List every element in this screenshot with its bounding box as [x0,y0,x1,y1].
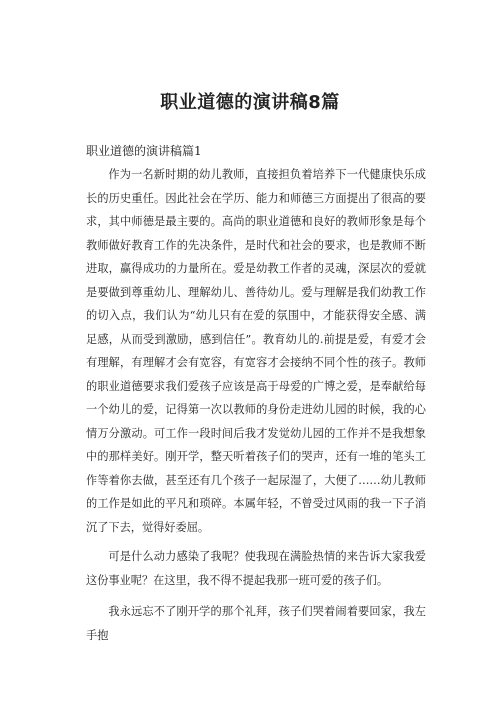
document-title: 职业道德的演讲稿8篇 [160,92,340,113]
section-heading: 职业道德的演讲稿篇1 [86,144,202,158]
paragraph-1: 作为一名新时期的幼儿教师，直接担负着培养下一代健康快乐成长的历史重任。因此社会在学历、能力和师德三方面提出了很高的要求，其中师德是最主要的。高尚的职业道德和良好的教师形象是每个教师做好教育工作的先决条件，是时代和社会的要求，也是教师不断进取，赢得成功的力量所在。爱是幼教工作者的灵魂，深层次的爱就是要做到尊重幼儿、理解幼儿、善待幼儿。爱与理解是我们幼教工作的切入点，我们认为“幼儿只有在爱的氛围中，才能获得安全感、满足感，从而受到激励，感到信任”。教育幼儿的.前提是爱，有爱才会有理解，有理解才会有宽容，有宽容才会接纳不同个性的孩子。教师的职业道德要求我们爱孩子应该是高于母爱的广博之爱，是奉献给每一个幼儿的爱，记得第一次以教师的身份走进幼儿园的时候，我的心情万分激动。可工作一段时间后我才发觉幼儿园的工作并不是我想象中的那样美好。刚开学，整天听着孩子们的哭声，还有一堆的笔头工作等着你去做，甚至还有几个孩子一起尿湿了，大便了……幼儿教师的工作是如此的平凡和琐碎。本属年轻，不曾受过风雨的我一下子消沉了下去，觉得好委屈。 [86,168,426,534]
paragraph-2: 可是什么动力感染了我呢？使我现在满脸热情的来告诉大家我爱这份事业呢？在这里，我不得不提起我那一班可爱的孩子们。 [86,550,426,587]
paragraph-3: 我永远忘不了刚开学的那个礼拜，孩子们哭着闹着要回家，我左手抱 [86,605,426,642]
